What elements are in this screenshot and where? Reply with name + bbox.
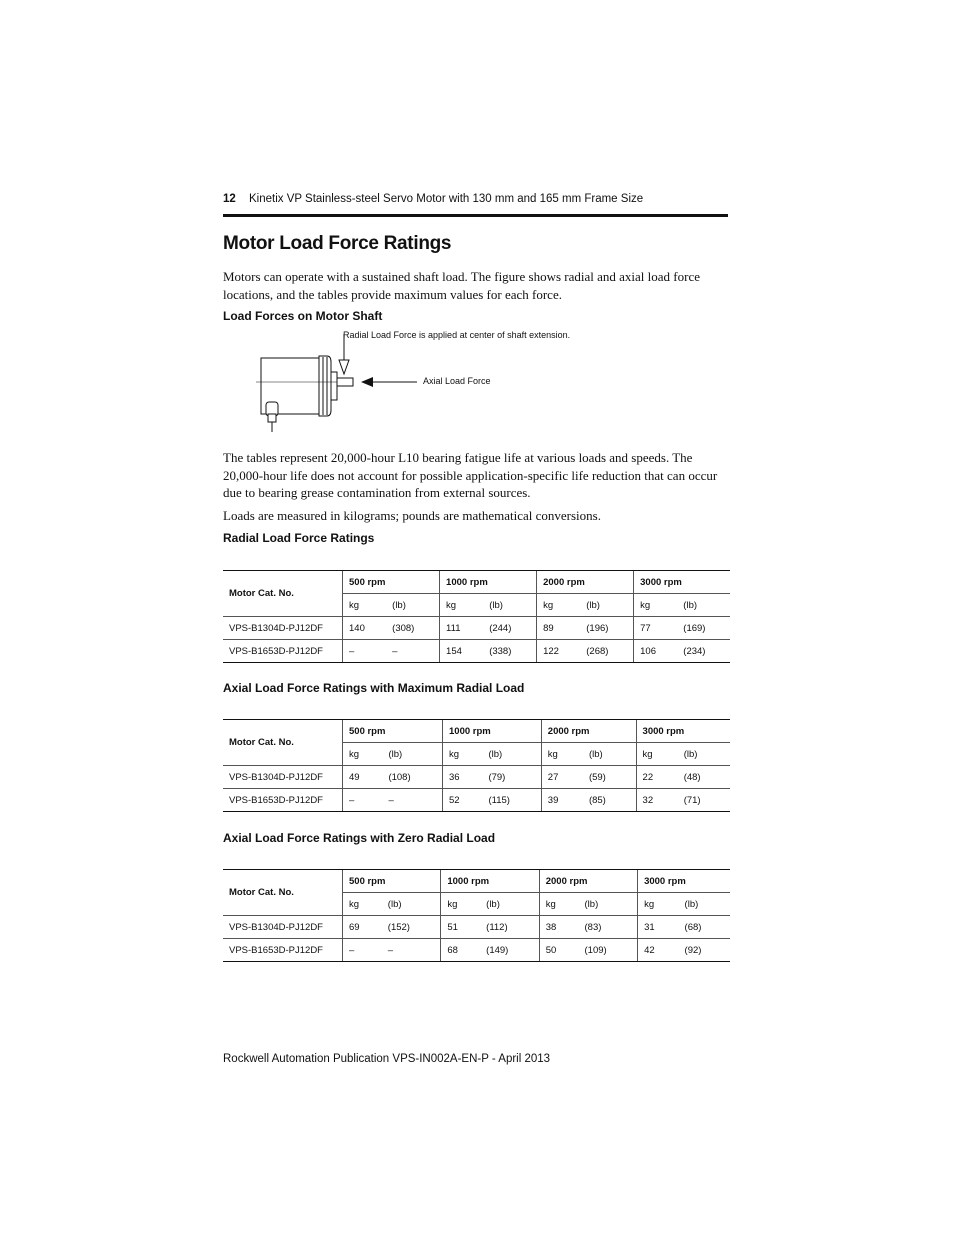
value-cell: 49 <box>343 766 383 789</box>
running-title: Kinetix VP Stainless-steel Servo Motor with 130 mm and 165 mm Frame Size <box>249 193 644 205</box>
value-cell: (338) <box>483 640 536 663</box>
value-cell: 51 <box>441 916 480 939</box>
unit-kg: kg <box>638 893 679 916</box>
cat-cell: VPS-B1653D-PJ12DF <box>223 939 343 962</box>
unit-kg: kg <box>343 743 383 766</box>
cat-cell: VPS-B1653D-PJ12DF <box>223 789 343 812</box>
value-cell: (85) <box>583 789 636 812</box>
value-cell: 111 <box>440 617 484 640</box>
value-cell: (244) <box>483 617 536 640</box>
value-cell: (48) <box>678 766 730 789</box>
cat-header: Motor Cat. No. <box>223 870 343 916</box>
value-cell: (149) <box>480 939 539 962</box>
page-title: Motor Load Force Ratings <box>223 233 452 254</box>
value-cell: – <box>343 939 382 962</box>
cat-header: Motor Cat. No. <box>223 571 343 617</box>
unit-lb: (lb) <box>678 743 730 766</box>
unit-lb: (lb) <box>482 743 541 766</box>
unit-kg: kg <box>539 893 578 916</box>
unit-kg: kg <box>634 594 678 617</box>
cat-header: Motor Cat. No. <box>223 720 343 766</box>
cat-cell: VPS-B1304D-PJ12DF <box>223 766 343 789</box>
unit-lb: (lb) <box>583 743 636 766</box>
speed-header: 500 rpm <box>343 720 443 743</box>
speed-header: 500 rpm <box>343 870 441 893</box>
speed-header: 2000 rpm <box>541 720 636 743</box>
value-cell: (308) <box>386 617 439 640</box>
value-cell: 154 <box>440 640 484 663</box>
axial-zero-radial-table <box>223 869 730 962</box>
unit-lb: (lb) <box>483 594 536 617</box>
value-cell: (109) <box>579 939 638 962</box>
value-cell: 140 <box>343 617 387 640</box>
intro-paragraph: Motors can operate with a sustained shaft load. The figure shows radial and axial load force locations, and the tables provide maximum values for each force. <box>223 269 700 302</box>
value-cell: 22 <box>636 766 678 789</box>
speed-header: 3000 rpm <box>636 720 730 743</box>
unit-lb: (lb) <box>677 594 730 617</box>
axial-max-radial-table <box>223 719 730 812</box>
table-row <box>223 640 730 663</box>
speed-header: 3000 rpm <box>634 571 730 594</box>
speed-header: 1000 rpm <box>443 720 542 743</box>
table-title: Axial Load Force Ratings with Maximum Radial Load <box>223 681 525 695</box>
value-cell: (112) <box>480 916 539 939</box>
radial-load-table <box>223 570 730 663</box>
unit-kg: kg <box>636 743 678 766</box>
table-row <box>223 916 730 939</box>
axial-load-label: Axial Load Force <box>423 376 491 386</box>
running-header <box>223 193 728 205</box>
unit-kg: kg <box>440 594 484 617</box>
value-cell: 77 <box>634 617 678 640</box>
value-cell: – <box>386 640 439 663</box>
value-cell: (83) <box>579 916 638 939</box>
units-paragraph: Loads are measured in kilograms; pounds are mathematical conversions. <box>223 508 601 523</box>
cat-cell: VPS-B1304D-PJ12DF <box>223 617 343 640</box>
unit-lb: (lb) <box>386 594 439 617</box>
speed-header: 1000 rpm <box>440 571 537 594</box>
value-cell: 36 <box>443 766 483 789</box>
value-cell: 31 <box>638 916 679 939</box>
figure-heading: Load Forces on Motor Shaft <box>223 309 383 323</box>
value-cell: (196) <box>580 617 633 640</box>
bearing-life-paragraph: The tables represent 20,000-hour L10 bearing fatigue life at various loads and speeds. The 20,000-hour life does not account for possible application-specific life reduction that can occur due to bearing grease contamination from external sources. <box>223 450 718 500</box>
unit-lb: (lb) <box>580 594 633 617</box>
unit-lb: (lb) <box>382 743 442 766</box>
table-row <box>223 766 730 789</box>
value-cell: – <box>343 640 387 663</box>
unit-kg: kg <box>537 594 581 617</box>
value-cell: 52 <box>443 789 483 812</box>
speed-header: 2000 rpm <box>537 571 634 594</box>
value-cell: (79) <box>482 766 541 789</box>
unit-lb: (lb) <box>382 893 441 916</box>
value-cell: (59) <box>583 766 636 789</box>
table-title: Axial Load Force Ratings with Zero Radial Load <box>223 831 496 845</box>
unit-kg: kg <box>443 743 483 766</box>
cat-cell: VPS-B1653D-PJ12DF <box>223 640 343 663</box>
table-title: Radial Load Force Ratings <box>223 531 375 545</box>
unit-kg: kg <box>343 893 382 916</box>
unit-lb: (lb) <box>579 893 638 916</box>
value-cell: (68) <box>679 916 730 939</box>
speed-header: 1000 rpm <box>441 870 539 893</box>
value-cell: 122 <box>537 640 581 663</box>
speed-header: 2000 rpm <box>539 870 637 893</box>
page-footer: Rockwell Automation Publication VPS-IN002A-EN-P - April 2013 <box>223 1053 551 1065</box>
value-cell: (268) <box>580 640 633 663</box>
cat-cell: VPS-B1304D-PJ12DF <box>223 916 343 939</box>
load-forces-figure <box>223 326 728 438</box>
value-cell: (115) <box>482 789 541 812</box>
value-cell: 42 <box>638 939 679 962</box>
table-row <box>223 617 730 640</box>
radial-load-label: Radial Load Force is applied at center of shaft extension. <box>343 330 571 340</box>
value-cell: 50 <box>539 939 578 962</box>
value-cell: 68 <box>441 939 480 962</box>
speed-header: 3000 rpm <box>638 870 730 893</box>
speed-header: 500 rpm <box>343 571 440 594</box>
value-cell: (92) <box>679 939 730 962</box>
value-cell: 32 <box>636 789 678 812</box>
table-row <box>223 789 730 812</box>
unit-kg: kg <box>541 743 583 766</box>
value-cell: 39 <box>541 789 583 812</box>
page-number: 12 <box>223 193 236 205</box>
value-cell: 106 <box>634 640 678 663</box>
motor-shaft-drawing <box>223 326 728 438</box>
value-cell: (169) <box>677 617 730 640</box>
header-rule <box>223 214 728 217</box>
value-cell: (152) <box>382 916 441 939</box>
value-cell: – <box>343 789 383 812</box>
value-cell: 69 <box>343 916 382 939</box>
value-cell: – <box>382 939 441 962</box>
unit-kg: kg <box>343 594 387 617</box>
unit-lb: (lb) <box>679 893 730 916</box>
value-cell: (234) <box>677 640 730 663</box>
unit-kg: kg <box>441 893 480 916</box>
value-cell: – <box>382 789 442 812</box>
table-row <box>223 939 730 962</box>
value-cell: 27 <box>541 766 583 789</box>
unit-lb: (lb) <box>480 893 539 916</box>
value-cell: 38 <box>539 916 578 939</box>
value-cell: (71) <box>678 789 730 812</box>
value-cell: (108) <box>382 766 442 789</box>
value-cell: 89 <box>537 617 581 640</box>
